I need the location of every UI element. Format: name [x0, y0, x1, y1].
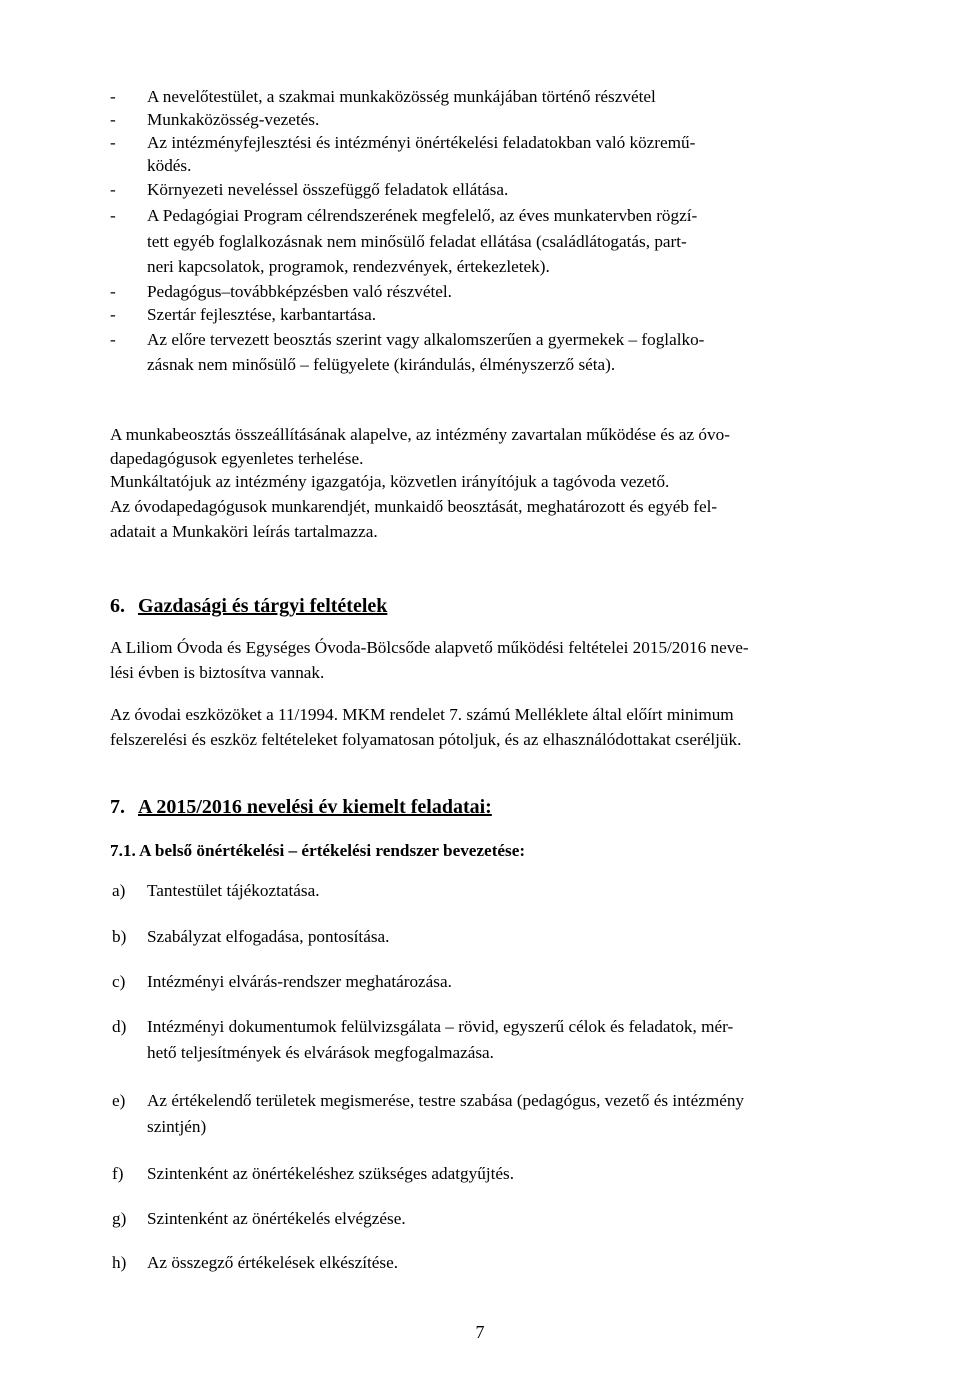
list-item: Szertár fejlesztése, karbantartása. — [147, 305, 377, 324]
list-label: a) — [112, 881, 126, 900]
section-number: 7. — [110, 796, 125, 818]
subsection-7-1-heading: 7.1. A belső önértékelési – értékelési rendszer bevezetése: — [110, 841, 526, 860]
list-bullet: - — [110, 282, 116, 301]
section-6-heading — [110, 593, 387, 619]
paragraph-line: Az óvodai eszközöket a 11/1994. MKM rendelet 7. számú Melléklete által előírt minimum — [110, 705, 734, 724]
paragraph-line: lési évben is biztosítva vannak. — [110, 663, 325, 682]
list-item: Intézményi elvárás-rendszer meghatározása. — [147, 972, 452, 991]
list-item-continuation: hető teljesítmények és elvárások megfogalmazása. — [147, 1043, 494, 1062]
list-bullet: - — [110, 305, 116, 324]
list-label: d) — [112, 1017, 127, 1036]
paragraph-line: felszerelési és eszköz feltételeket folyamatosan pótoljuk, és az elhasználódottakat cseréljük. — [110, 730, 742, 749]
list-label: h) — [112, 1253, 127, 1272]
list-item-continuation: zásnak nem minősülő – felügyelete (kirándulás, élményszerző séta). — [147, 355, 616, 374]
list-label: f) — [112, 1164, 124, 1183]
list-bullet: - — [110, 110, 116, 129]
list-item: Szabályzat elfogadása, pontosítása. — [147, 927, 390, 946]
list-item: Az előre tervezett beosztás szerint vagy alkalomszerűen a gyermekek – foglalko- — [147, 330, 705, 349]
paragraph-line: Munkáltatójuk az intézmény igazgatója, közvetlen irányítójuk a tagóvoda vezető. — [110, 472, 670, 491]
page-number: 7 — [475, 1322, 485, 1342]
section-number: 6. — [110, 595, 125, 617]
list-bullet: - — [110, 133, 116, 152]
list-item: A nevelőtestület, a szakmai munkaközösség munkájában történő részvétel — [147, 87, 656, 106]
paragraph-line: dapedagógusok egyenletes terhelése. — [110, 449, 364, 468]
list-item: Szintenként az önértékelés elvégzése. — [147, 1209, 406, 1228]
list-item: Az értékelendő területek megismerése, testre szabása (pedagógus, vezető és intézmény — [147, 1091, 745, 1110]
list-bullet: - — [110, 180, 116, 199]
list-label: c) — [112, 972, 126, 991]
section-7-heading — [110, 794, 492, 820]
section-title: A 2015/2016 nevelési év kiemelt feladatai: — [138, 796, 492, 818]
section-title: Gazdasági és tárgyi feltételek — [138, 595, 388, 617]
list-label: g) — [112, 1209, 127, 1228]
list-bullet: - — [110, 87, 116, 106]
list-item-continuation: neri kapcsolatok, programok, rendezvények, értekezletek). — [147, 257, 550, 276]
list-bullet: - — [110, 206, 116, 225]
list-bullet: - — [110, 330, 116, 349]
list-item: Az összegző értékelések elkészítése. — [147, 1253, 399, 1272]
paragraph-line: A Liliom Óvoda és Egységes Óvoda-Bölcsőde alapvető működési feltételei 2015/2016 neve- — [110, 638, 749, 657]
list-item: Intézményi dokumentumok felülvizsgálata – rövid, egyszerű célok és feladatok, mér- — [147, 1017, 734, 1036]
list-label: b) — [112, 927, 127, 946]
list-label: e) — [112, 1091, 126, 1110]
list-item: A Pedagógiai Program célrendszerének megfelelő, az éves munkatervben rögzí- — [147, 206, 698, 225]
list-item: Az intézményfejlesztési és intézményi önértékelési feladatokban való közremű- — [147, 133, 696, 152]
list-item: Szintenként az önértékeléshez szükséges adatgyűjtés. — [147, 1164, 515, 1183]
list-item: Pedagógus–továbbképzésben való részvétel. — [147, 282, 452, 301]
paragraph-line: A munkabeosztás összeállításának alapelve, az intézmény zavartalan működése és az óvo- — [110, 425, 730, 444]
paragraph-line: Az óvodapedagógusok munkarendjét, munkaidő beosztását, meghatározott és egyéb fel- — [110, 497, 718, 516]
list-item-continuation: szintjén) — [147, 1117, 207, 1136]
list-item: Környezeti neveléssel összefüggő feladatok ellátása. — [147, 180, 509, 199]
list-item: Tantestület tájékoztatása. — [147, 881, 320, 900]
paragraph-line: adatait a Munkaköri leírás tartalmazza. — [110, 522, 378, 541]
list-item-continuation: ködés. — [147, 156, 192, 175]
list-item-continuation: tett egyéb foglalkozásnak nem minősülő feladat ellátása (családlátogatás, part- — [147, 232, 687, 251]
list-item: Munkaközösség-vezetés. — [147, 110, 320, 129]
